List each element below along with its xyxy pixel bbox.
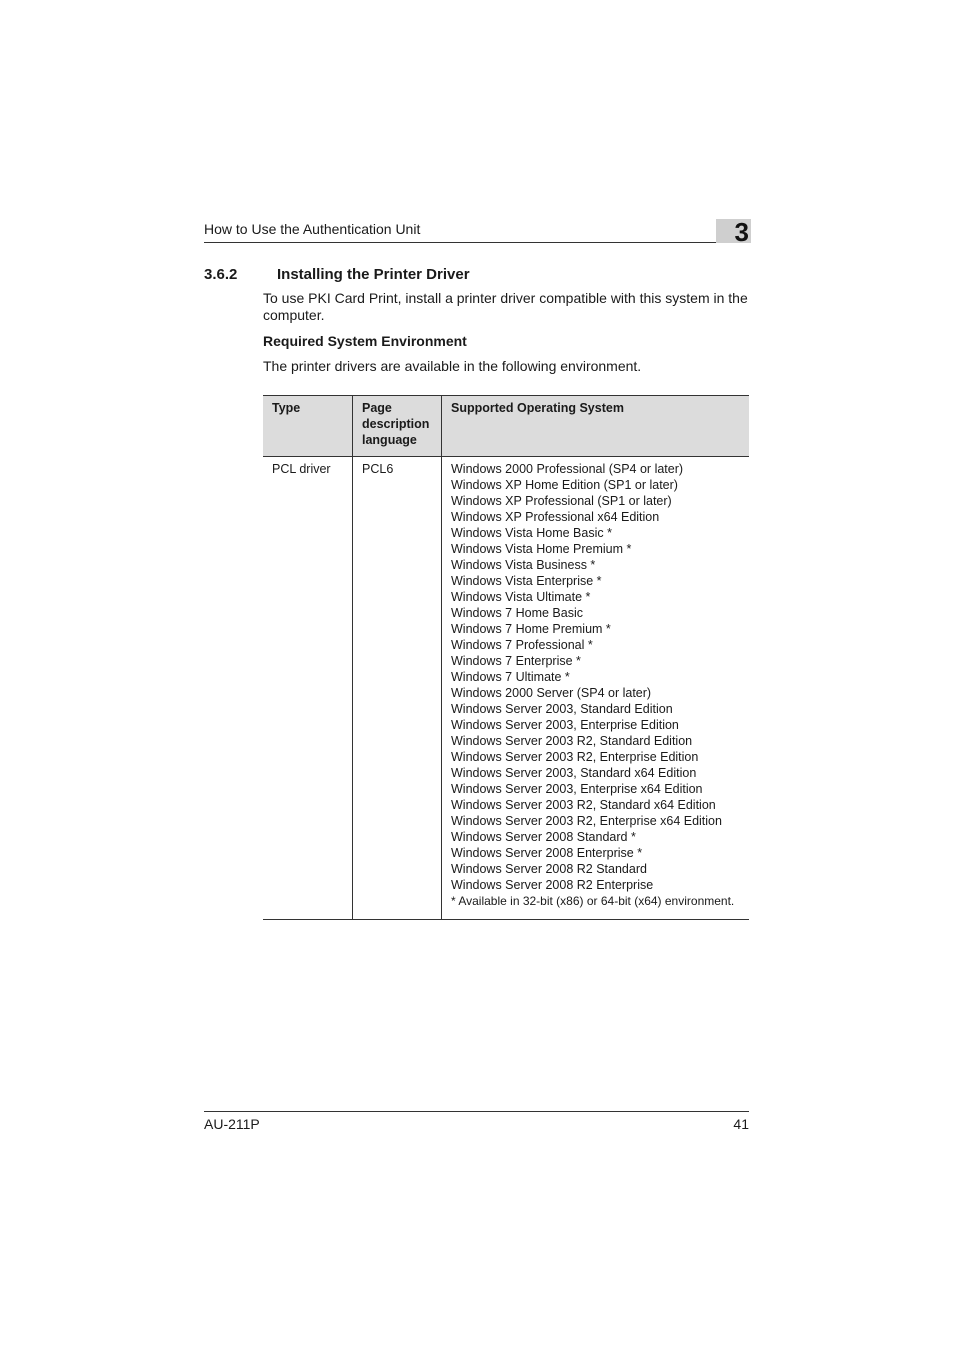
subheading: Required System Environment bbox=[263, 333, 467, 349]
list-item: Windows 7 Home Basic bbox=[451, 606, 583, 620]
section-title: Installing the Printer Driver bbox=[277, 266, 470, 283]
chapter-number: 3 bbox=[734, 217, 749, 247]
list-item: Windows Server 2008 Standard * bbox=[451, 830, 636, 844]
cell-pdl: PCL6 bbox=[353, 457, 442, 920]
list-item: Windows Server 2003 R2, Standard Edition bbox=[451, 734, 693, 748]
list-item: Windows Server 2003, Enterprise x64 Edition bbox=[451, 782, 703, 796]
list-item: Windows Vista Ultimate * bbox=[451, 590, 591, 604]
header-pdl-label: Page description language bbox=[362, 401, 430, 447]
list-item: Windows 7 Professional * bbox=[451, 638, 593, 652]
page-footer bbox=[204, 1111, 749, 1136]
list-item: Windows Server 2003 R2, Standard x64 Edition bbox=[451, 798, 716, 812]
list-item: Windows Server 2003, Enterprise Edition bbox=[451, 718, 679, 732]
list-item: Windows XP Professional (SP1 or later) bbox=[451, 494, 672, 508]
header-type: Type bbox=[263, 396, 353, 457]
footer-model: AU-211P bbox=[204, 1116, 260, 1132]
header-os: Supported Operating System bbox=[442, 396, 750, 457]
list-item: Windows Server 2003 R2, Enterprise x64 Edition bbox=[451, 814, 722, 828]
page-number: 41 bbox=[733, 1116, 749, 1132]
header-title: How to Use the Authentication Unit bbox=[204, 221, 421, 237]
list-item: Windows Vista Home Basic * bbox=[451, 526, 612, 540]
list-item: Windows Vista Home Premium * bbox=[451, 542, 632, 556]
list-item: Windows Server 2008 Enterprise * bbox=[451, 846, 643, 860]
list-item: Windows Server 2003 R2, Enterprise Edition bbox=[451, 750, 699, 764]
os-list bbox=[451, 461, 749, 893]
list-item: Windows Vista Business * bbox=[451, 558, 596, 572]
cell-type: PCL driver bbox=[263, 457, 353, 920]
cell-os bbox=[442, 457, 750, 920]
list-item: Windows 7 Ultimate * bbox=[451, 670, 570, 684]
intro-paragraph: To use PKI Card Print, install a printer driver compatible with this system in the computer. bbox=[263, 290, 748, 323]
table-header-row bbox=[263, 396, 749, 457]
list-item: Windows 2000 Professional (SP4 or later) bbox=[451, 462, 684, 476]
list-item: Windows XP Professional x64 Edition bbox=[451, 510, 660, 524]
list-item: Windows XP Home Edition (SP1 or later) bbox=[451, 478, 678, 492]
list-item: Windows Server 2003, Standard x64 Edition bbox=[451, 766, 697, 780]
header-pdl bbox=[353, 396, 442, 457]
section-number: 3.6.2 bbox=[204, 266, 238, 283]
os-note: * Available in 32-bit (x86) or 64-bit (x64) environment. bbox=[451, 894, 735, 908]
list-item: Windows 7 Home Premium * bbox=[451, 622, 611, 636]
page-header bbox=[204, 214, 751, 247]
table-row bbox=[263, 457, 749, 920]
list-item: Windows 2000 Server (SP4 or later) bbox=[451, 686, 652, 700]
list-item: Windows 7 Enterprise * bbox=[451, 654, 581, 668]
environment-text: The printer drivers are available in the following environment. bbox=[263, 358, 642, 374]
list-item: Windows Vista Enterprise * bbox=[451, 574, 602, 588]
list-item: Windows Server 2008 R2 Enterprise bbox=[451, 878, 654, 892]
list-item: Windows Server 2008 R2 Standard bbox=[451, 862, 647, 876]
list-item: Windows Server 2003, Standard Edition bbox=[451, 702, 673, 716]
chapter-badge bbox=[716, 217, 751, 247]
os-table bbox=[263, 395, 749, 920]
